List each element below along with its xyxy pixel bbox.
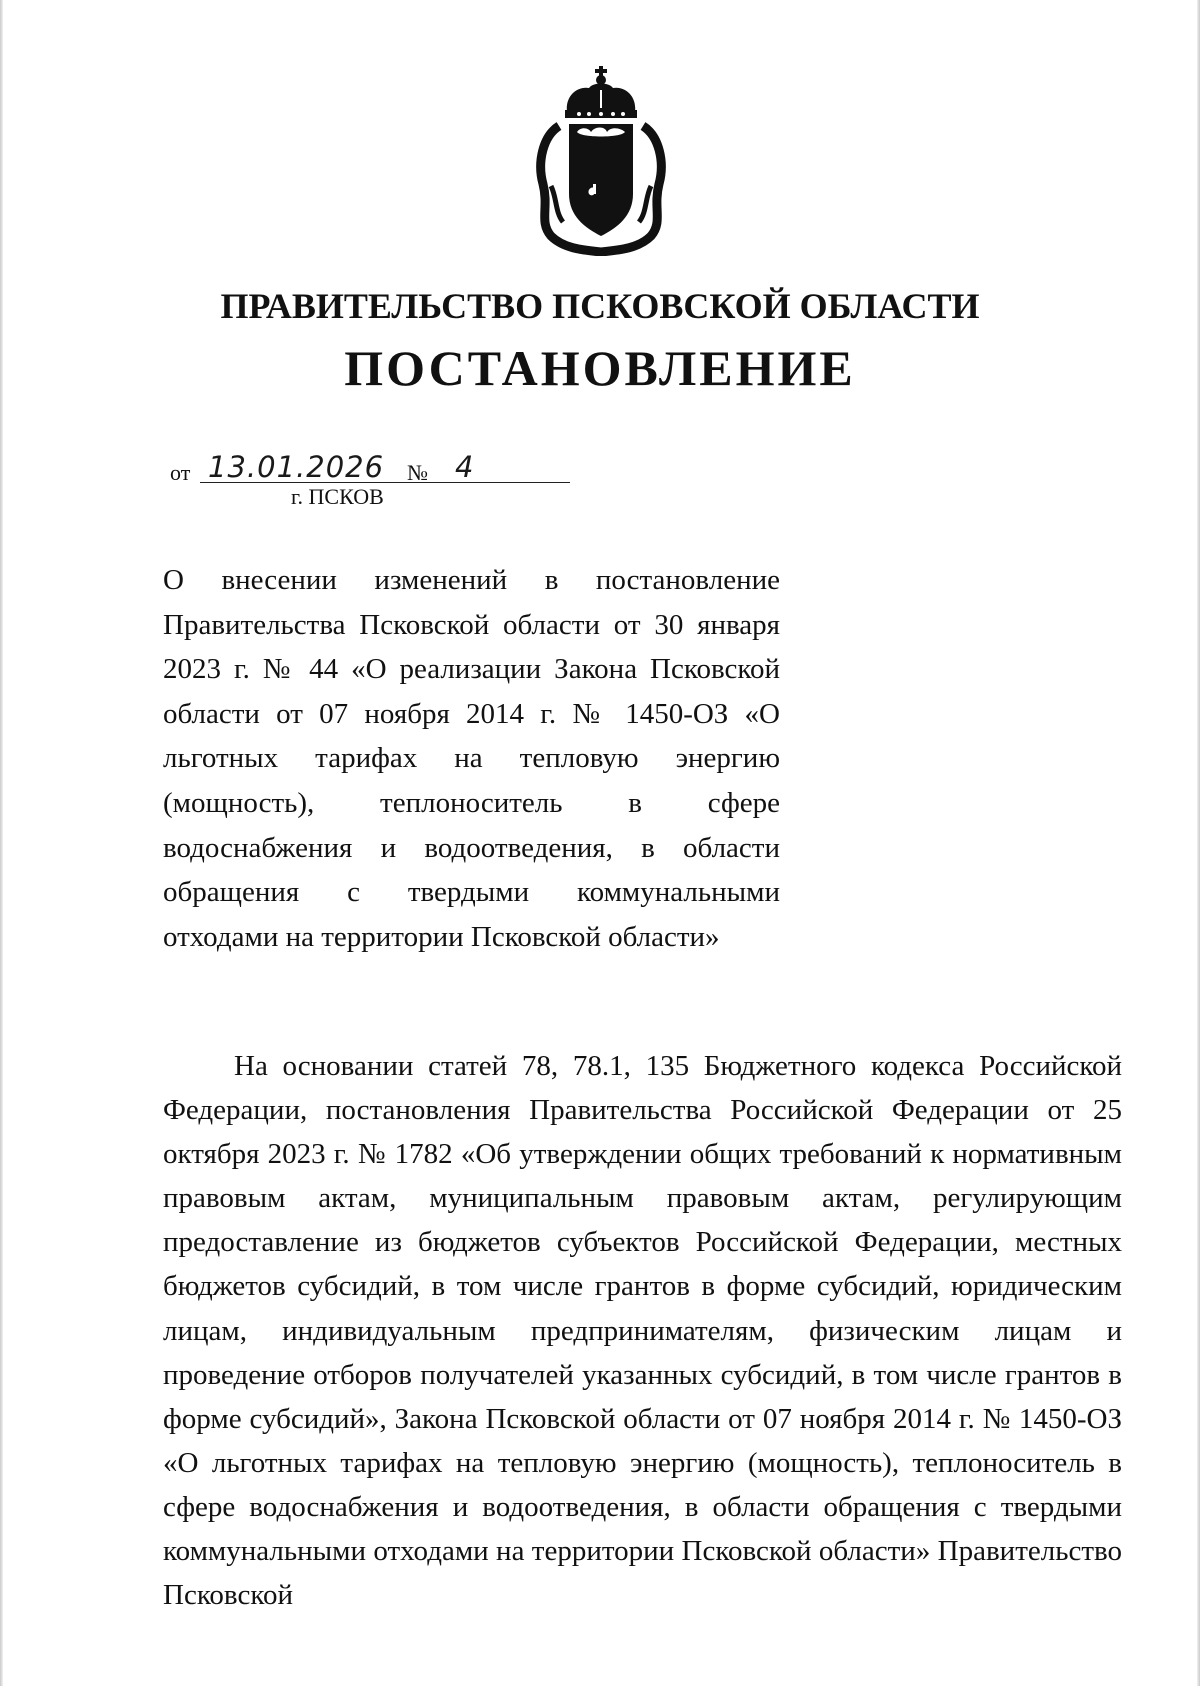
date-prefix-label: от [170, 460, 191, 485]
number-prefix-label: № [407, 460, 428, 485]
organization-title: ПРАВИТЕЛЬСТВО ПСКОВСКОЙ ОБЛАСТИ [220, 286, 980, 326]
document-date: 13.01.2026 [208, 450, 385, 484]
document-type-title: ПОСТАНОВЛЕНИЕ [344, 340, 856, 396]
scan-edge-left [0, 0, 3, 1686]
city-label: г. ПСКОВ [291, 484, 384, 509]
document-body-paragraph: На основании статей 78, 78.1, 135 Бюджетного кодекса Российской Федерации, постановления Правительства Российской Федерации от 25 октября 2023 г. № 1782 «Об утверждении общих требований к нормативным правовым актам, муниципальным правовым актам, регулирующим предоставление из бюджетов субъектов Российской Федерации, местных бюджетов субсидий, в том числе грантов в форме субсидий, юридическим лицам, индивидуальным предпринимателям, физическим лицам и проведение отборов получателей указанных субсидий, в том числе грантов в форме субсидий», Закона Псковской области от 07 ноября 2014 г. № 1450-ОЗ «О льготных тарифах на тепловую энергию (мощность), теплоноситель в сфере водоснабжения и водоотведения, в области обращения с твердыми коммунальными отходами на территории Псковской области» Правительство Псковской [163, 1050, 1122, 1612]
coat-of-arms-icon [529, 66, 673, 256]
number-underline [432, 482, 518, 483]
document-subject: О внесении изменений в постановление Правительства Псковской области от 30 января 2023 г. № 44 «О реализации Закона Псковской области от 07 ноября 2014 г. № 1450-ОЗ «О льготных тарифах на тепловую энергию (мощность), теплоноситель в сфере водоснабжения и водоотведения, в области обращения с твердыми коммунальными отходами на территории Псковской области» [163, 564, 780, 953]
document-number: 4 [455, 450, 475, 484]
